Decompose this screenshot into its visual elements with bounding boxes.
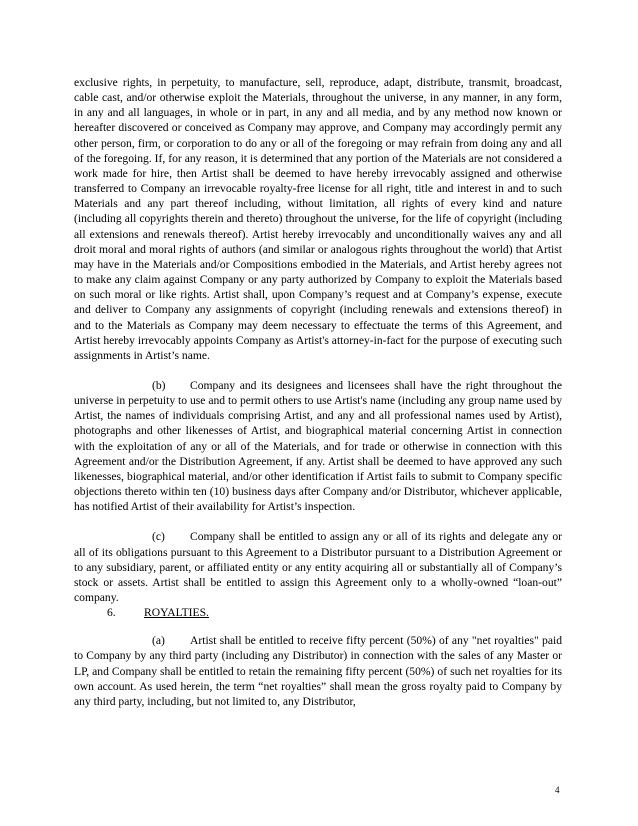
paragraph-5c-text: Company shall be entitled to assign any or all of its rights and delegate any or all of its obligations pursuant to this Agreement to a Distributor pursuant to a Distribution Agreement or to any subsidiary, parent, or affiliated entity or any entity acquiring all or substantially all of Company’s stock or assets. Artist shall be entitled to assign this Agreement only to a wholly-owned “loan-out” company. <box>74 530 562 604</box>
page-number: 4 <box>555 785 560 795</box>
paragraph-5b-label: (b) <box>152 378 166 392</box>
paragraph-6a-label: (a) <box>152 634 165 648</box>
paragraph-6a-text: Artist shall be entitled to receive fifty percent (50%) of any "net royalties" paid to Company by any third party (including any Distributor) in connection with the sales of any Master or LP, and Company shall be entitled to retain the remaining fifty percent (50%) of such net royalties for its own account. As used herein, the term “net royalties” shall mean the gross royalty paid to Company by any third party, including, but not limited to, any Distributor, <box>74 634 562 708</box>
paragraph-6a <box>74 633 562 709</box>
paragraph-5c <box>74 529 562 605</box>
section-6-number: 6. <box>107 606 116 620</box>
paragraph-5b-text: Company and its designees and licensees shall have the right throughout the universe in perpetuity to use and to permit others to use Artist's name (including any group name used by Artist, the names of individuals comprising Artist, and any and all professional names used by Artist), photographs and other likenesses of Artist, and biographical material concerning Artist in connection with the exploitation of any or all of the Materials, and for trade or otherwise in connection with this Agreement and/or the Distribution Agreement, if any. Artist shall be deemed to have approved any such likenesses, biographical material, and/or other identification if Artist fails to submit to Company specific objections thereto within ten (10) business days after Company and/or Distributor, whichever applicable, has notified Artist of their availability for Artist’s inspection. <box>74 378 562 514</box>
document-body <box>74 75 562 709</box>
section-6-title: ROYALTIES. <box>144 606 209 620</box>
paragraph-5b <box>74 378 562 514</box>
continuation-paragraph: exclusive rights, in perpetuity, to manufacture, sell, reproduce, adapt, distribute, transmit, broadcast, cable cast, and/or otherwise exploit the Materials, throughout the universe, in any manner, in any form, in any and all languages, in whole or in part, in any and all media, and by any method now known or hereafter discovered or conceived as Company may approve, and Company may accordingly permit any other person, firm, or corporation to do any or all of the foregoing or may refrain from doing any and all of the foregoing. If, for any reason, it is determined that any portion of the Materials are not considered a work made for hire, then Artist shall be deemed to have hereby irrevocably assigned and otherwise transferred to Company an irrevocable royalty-free license for all right, title and interest in and to such Materials and any part thereof including, without limitation, all rights of every kind and nature (including all copyrights therein and thereto) throughout the universe, for the life of copyright (including all extensions and renewals thereof). Artist hereby irrevocably and unconditionally waives any and all droit moral and moral rights of authors (and similar or analogous rights throughout the world) that Artist may have in the Materials and/or Compositions embodied in the Materials, and Artist hereby agrees not to make any claim against Company or any party authorized by Company to exploit the Materials based on such moral or like rights. Artist shall, upon Company’s request and at Company’s expense, execute and deliver to Company any assignments of copyright (including renewals and extensions thereof) in and to the Materials as Company may deem necessary to effectuate the terms of this Agreement, and Artist hereby irrevocably appoints Company as Artist's attorney-in-fact for the purpose of executing such assignments in Artist’s name. <box>74 76 562 362</box>
paragraph-5c-label: (c) <box>152 530 165 544</box>
section-6-heading <box>74 605 562 620</box>
